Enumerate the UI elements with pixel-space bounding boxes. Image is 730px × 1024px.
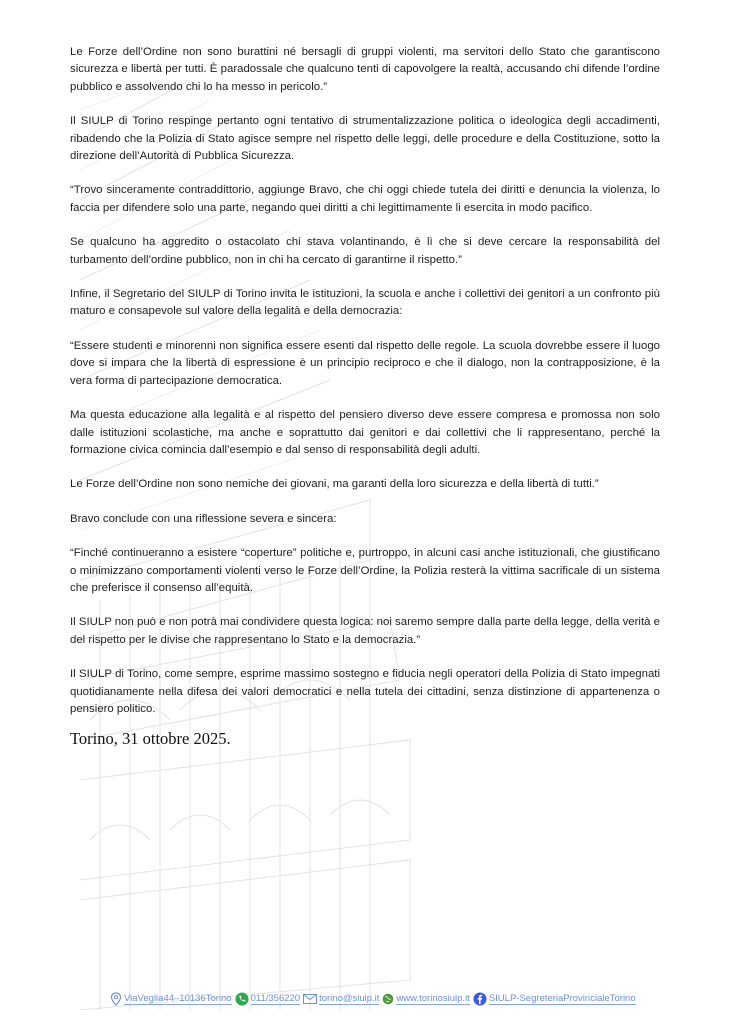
paragraph-7: Ma questa educazione alla legalità e al rispetto del pensiero diverso deve essere compresa e promossa non solo dalle istituzioni scolastiche, ma anche e soprattutto dai genitori e dai collettivi che li rappresentano, perché la formazione civica comincia dall’esempio e dal senso di responsabilità degli adulti. xyxy=(70,409,660,456)
paragraph-12: Il SIULP di Torino, come sempre, esprime massimo sostegno e fiducia negli operatori della Polizia di Stato impegnati quotidianamente nella difesa dei valori democratici e nella tutela dei cittadini, senza distinzione di appartenenza o pensiero politico. xyxy=(70,668,660,715)
location-pin-icon xyxy=(110,992,122,1006)
footer-facebook-link[interactable]: SIULP-SegreteriaProvincialeTorino xyxy=(488,993,636,1004)
paragraph-2: Il SIULP di Torino respinge pertanto ogni tentativo di strumentalizzazione politica o ideologica degli accadimenti, ribadendo che la Polizia di Stato agisce sempre nel rispetto delle leggi, delle procedure e della Costituzione, sotto la direzione dell’Autorità di Pubblica Sicurezza. xyxy=(70,115,660,163)
paragraph-8: Le Forze dell’Ordine non sono nemiche dei giovani, ma garanti della loro sicurezza e della libertà di tutti.” xyxy=(70,478,599,491)
paragraph-1: Le Forze dell’Ordine non sono burattini né bersagli di gruppi violenti, ma servitori dello Stato che garantiscono sicurezza e libertà per tutti. È paradossale che qualcuno tenti di capovolgere la realtà, accusando chi difende l’ordine pubblico e assolvendo chi lo ha messo in pericolo.” xyxy=(70,46,660,93)
footer-email xyxy=(303,993,379,1005)
footer-website-link[interactable]: www.torinosiulp.it xyxy=(396,993,470,1004)
document-body xyxy=(70,44,660,735)
footer-facebook xyxy=(473,992,636,1006)
facebook-icon xyxy=(473,992,487,1006)
globe-icon xyxy=(382,993,394,1005)
footer-contacts xyxy=(110,988,670,1010)
paragraph-5: Infine, il Segretario del SIULP di Torino invita le istituzioni, la scuola e anche i collettivi dei genitori a un confronto più maturo e consapevole sul valore della legalità e della democrazia: xyxy=(70,288,660,318)
paragraph-11: Il SIULP non può e non potrà mai condividere questa logica: noi saremo sempre dalla parte della legge, della verità e del rispetto per le divise che rappresentano lo Stato e la democrazia.” xyxy=(70,616,660,646)
footer-phone xyxy=(235,992,301,1006)
paragraph-3: “Trovo sinceramente contraddittorio, aggiunge Bravo, che chi oggi chiede tutela dei diritti e denuncia la violenza, lo faccia per difendere solo una parte, negando quei diritti a chi legittimamente li esercita in modo pacifico. xyxy=(70,184,660,214)
footer-phone-text: 011/356220 xyxy=(250,993,301,1004)
paragraph-10: “Finché continueranno a esistere “coperture” politiche e, purtroppo, in alcuni casi anche istituzionali, che giustificano o minimizzano comportamenti violenti verso le Forze dell’Ordine, la Polizia resterà la vittima sacrificale di un sistema che preferisce il consenso all’equità. xyxy=(70,547,660,594)
paragraph-9: Bravo conclude con una riflessione severa e sincera: xyxy=(70,512,337,525)
mail-icon xyxy=(303,994,317,1004)
closing-date: Torino, 31 ottobre 2025. xyxy=(70,729,231,748)
footer-address-text: ViaVeglia44–10136Torino xyxy=(124,993,232,1004)
paragraph-4: Se qualcuno ha aggredito o ostacolato chi stava volantinando, è lì che si deve cercare la responsabilità del turbamento dell’ordine pubblico, non in chi ha cercato di garantirne il rispetto.” xyxy=(70,236,660,266)
footer-address xyxy=(110,992,232,1006)
paragraph-6: “Essere studenti e minorenni non significa essere esenti dal rispetto delle regole. La scuola dovrebbe essere il luogo dove si impara che la libertà di espressione è un principio reciproco e che il dialogo, non la contrapposizione, è la vera forma di partecipazione democratica. xyxy=(70,339,660,387)
footer-email-text[interactable]: torino@siulp.it xyxy=(319,993,380,1004)
phone-icon xyxy=(235,992,249,1006)
footer-website xyxy=(382,993,469,1005)
